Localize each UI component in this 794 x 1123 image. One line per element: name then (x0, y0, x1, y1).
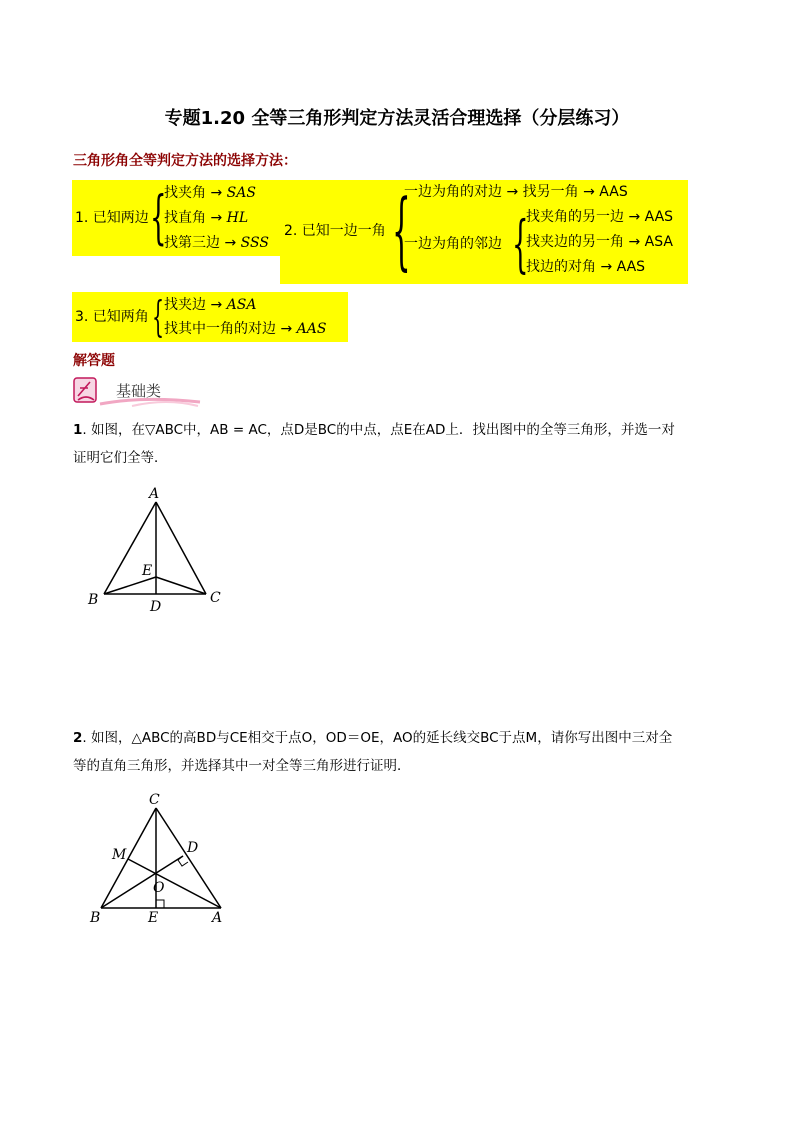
question-2 (73, 724, 733, 780)
box2-row-1: 找夹角的另一边 → AAS (526, 209, 674, 225)
fig2-label-b: B (90, 910, 101, 926)
question-1-line-1: . 如图，在▽ABC中，AB = AC，点D是BC的中点，点E在AD上．找出图中的全等三角形，并选一对 (82, 422, 675, 438)
question-2-line-1: . 如图，△ABC的高BD与CE相交于点O，OD＝OE，AO的延长线交BC于点M，请你写出图中三对全 (82, 730, 673, 746)
question-1-number: 1 (73, 422, 83, 438)
box1-row-1: 找夹角 → SAS (164, 185, 256, 201)
box3-row-2-result: AAS (296, 321, 327, 337)
box1-row-1-text: 找夹角 (164, 185, 206, 201)
page-title: 专题1.20 全等三角形判定方法灵活合理选择（分层练习） (164, 108, 630, 129)
question-1-line-2: 证明它们全等． (73, 450, 168, 466)
figure-2 (84, 788, 244, 928)
box3-row-2: 找其中一角的对边 → AAS (164, 321, 327, 337)
fig2-label-m: M (112, 847, 127, 863)
box2-sub-brace: { (512, 207, 529, 280)
fig1-label-c: C (210, 590, 221, 606)
box3-row-1: 找夹边 → ASA (164, 297, 257, 313)
fig2-label-c: C (149, 792, 160, 808)
box3-row-1-text: 找夹边 (164, 297, 206, 313)
fig1-label-a: A (149, 486, 160, 502)
box2-row-2: 找夹边的另一角 → ASA (526, 234, 673, 250)
box1-label: 1. 已知两边 (75, 210, 149, 226)
box2-row-2-result: ASA (644, 234, 673, 250)
fig2-label-o: O (153, 880, 165, 896)
box2-row-2-text: 找夹边的另一角 (526, 234, 624, 250)
figure-1 (84, 484, 244, 616)
box3-label: 3. 已知两角 (75, 309, 149, 325)
box1-row-3-result: SSS (240, 235, 269, 251)
box2-branch-1: 一边为角的对边 → 找另一角 → AAS (404, 184, 628, 200)
box2-branch-2: 一边为角的邻边 (404, 236, 502, 252)
box3-row-1-result: ASA (226, 297, 257, 313)
box2-branch-1-result: AAS (599, 184, 628, 200)
box2-row-3-result: AAS (616, 259, 646, 275)
box2-brace: { (392, 181, 411, 279)
box3-row-2-text: 找其中一角的对边 (164, 321, 276, 337)
banner-basic (72, 374, 202, 408)
question-2-line-2: 等的直角三角形，并选择其中一对全等三角形进行证明． (73, 758, 411, 774)
method-subtitle: 三角形角全等判定方法的选择方法： (73, 153, 297, 169)
box1-row-3-text: 找第三边 (164, 235, 220, 251)
box2-label: 2. 已知一边一角 (284, 223, 386, 239)
box2-row-3: 找边的对角 → AAS (526, 259, 646, 275)
fig1-label-e: E (142, 563, 153, 579)
fig2-label-a: A (212, 910, 223, 926)
box2-branch-1-text: 一边为角的对边 (404, 184, 502, 200)
box2-row-3-text: 找边的对角 (526, 259, 596, 275)
section-heading: 解答题 (73, 353, 115, 369)
fig2-label-d: D (187, 840, 199, 856)
box3-brace: { (152, 292, 165, 341)
fig1-label-d: D (150, 599, 162, 615)
box1-row-3: 找第三边 → SSS (164, 235, 269, 251)
box1-row-1-result: SAS (226, 185, 256, 201)
question-1 (73, 416, 733, 472)
box2-row-1-result: AAS (644, 209, 674, 225)
box1-row-2-text: 找直角 (164, 210, 206, 226)
box1-row-2: 找直角 → HL (164, 210, 249, 226)
box2-branch-1-arrow-text: 找另一角 (522, 184, 579, 200)
question-2-number: 2 (73, 730, 83, 746)
fig1-label-b: B (88, 592, 99, 608)
fig2-label-e: E (148, 910, 159, 926)
banner-text: 基础类 (116, 382, 162, 400)
box1-brace: { (150, 183, 167, 251)
box2-row-1-text: 找夹角的另一边 (526, 209, 624, 225)
box1-row-2-result: HL (226, 210, 249, 226)
